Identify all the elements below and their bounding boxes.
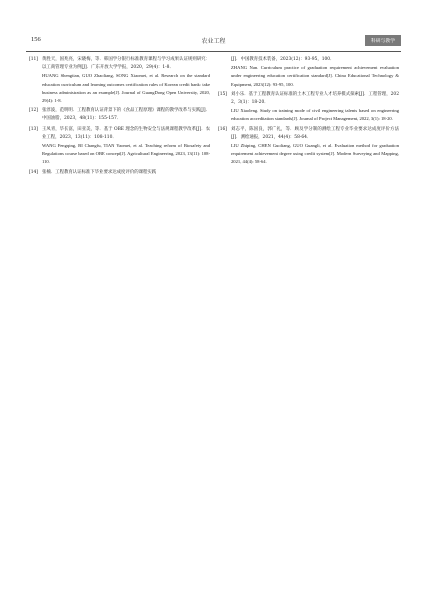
reference-number: [16]: [218, 126, 228, 132]
reference-number: [13]: [29, 126, 39, 132]
reference-text-cn: 刘志平，陈国良，郭广礼，等．顾及学分制的测绘工程专业毕业要求达成度评价方法[J]．测绘通报，2021，44(4)：58-64．: [231, 126, 399, 140]
journal-name: 农业工程: [201, 38, 226, 45]
page-header: [26, 36, 401, 50]
reference-item: [29, 56, 210, 105]
reference-item: [218, 56, 399, 89]
reference-item: [29, 126, 210, 167]
reference-text-cn: [J]．中国教育技术装备，2023(12)：93-95，100．: [231, 57, 335, 62]
reference-number: [14]: [29, 169, 39, 175]
reference-text-cn: 黄胜天，国兆亮，宋晓梅，等．韩国学分银行标准教育课程与学习成果认证规则研究：以工商管理专业为例[J]．广东开放大学学报，2020，29(4)：1-8．: [42, 57, 210, 71]
reference-number: [11]: [29, 57, 39, 62]
reference-text-en: WANG Fengqing, BI Changfu, TIAN Yaomei, et al. Teaching reform of Biosafety and Regulations course based on OBE concept[J]. Agricultural Engineering, 2023, 13(11): 108-110.: [42, 143, 210, 165]
reference-text-en: ZHANG Nan. Curriculum practice of graduation requirement achievement evaluation under engineering education certification standard[J]. China Educational Technology & Equipment, 2023(12): 93-95, 100.: [231, 65, 399, 87]
reference-number: [12]: [29, 108, 39, 114]
reference-text-cn: 张楠．工程教育认证标准下毕业要求达成度评价的课程实践: [42, 169, 157, 175]
reference-number: [15]: [218, 91, 228, 97]
page-number: 156: [31, 36, 41, 43]
reference-text-en: LIU Xiaoleng. Study on training mode of civil engineering talents based on engineering education accreditation standards[J]. Journal of Project Management, 2022, 3(1): 18-20.: [231, 108, 399, 122]
reference-text-cn: 张淳波，范明明．工程教育认证背景下的《食品工程原理》课程的教学改革与实践[J]．中国油脂，2023，48(11)：155-157．: [42, 108, 210, 122]
reference-item: [218, 126, 399, 167]
reference-text-cn: 王凤青，毕长富，田亚美，等．基于 OBE 理念的生物安全与法规课程教学改革[J]．农业工程，2023，13(11)：108-110．: [42, 126, 210, 140]
right-column: [218, 56, 399, 169]
section-badge: 科研与教学: [365, 35, 401, 46]
reference-text-cn: 刘小乐．基于工程教育认证标准的土木工程专业人才培养模式探索[J]．工程管理，2022，3(1)：18-20．: [231, 91, 399, 106]
reference-text-en: HUANG Shengtian, GUO Zhaoliang, SONG Xiaomei, et al. Research on the standard education curriculum and learning outcomes certification rules of Korean credit bank: take business administration as an example[J]. Journal of GuangDong Open University, 2020, 29(4): 1-8.: [42, 73, 210, 104]
left-column: [29, 56, 210, 179]
reference-item: [29, 169, 210, 177]
reference-item: [29, 107, 210, 123]
reference-text-en: LIU Zhiping, CHEN Guoliang, GUO Guangli, et al. Evaluation method for graduation requirement achievement degree using credit system[J]. Modern Surveying and Mapping, 2021, 44(4): 58-64.: [231, 143, 399, 165]
reference-item: [218, 91, 399, 124]
header-rule: [26, 51, 401, 52]
